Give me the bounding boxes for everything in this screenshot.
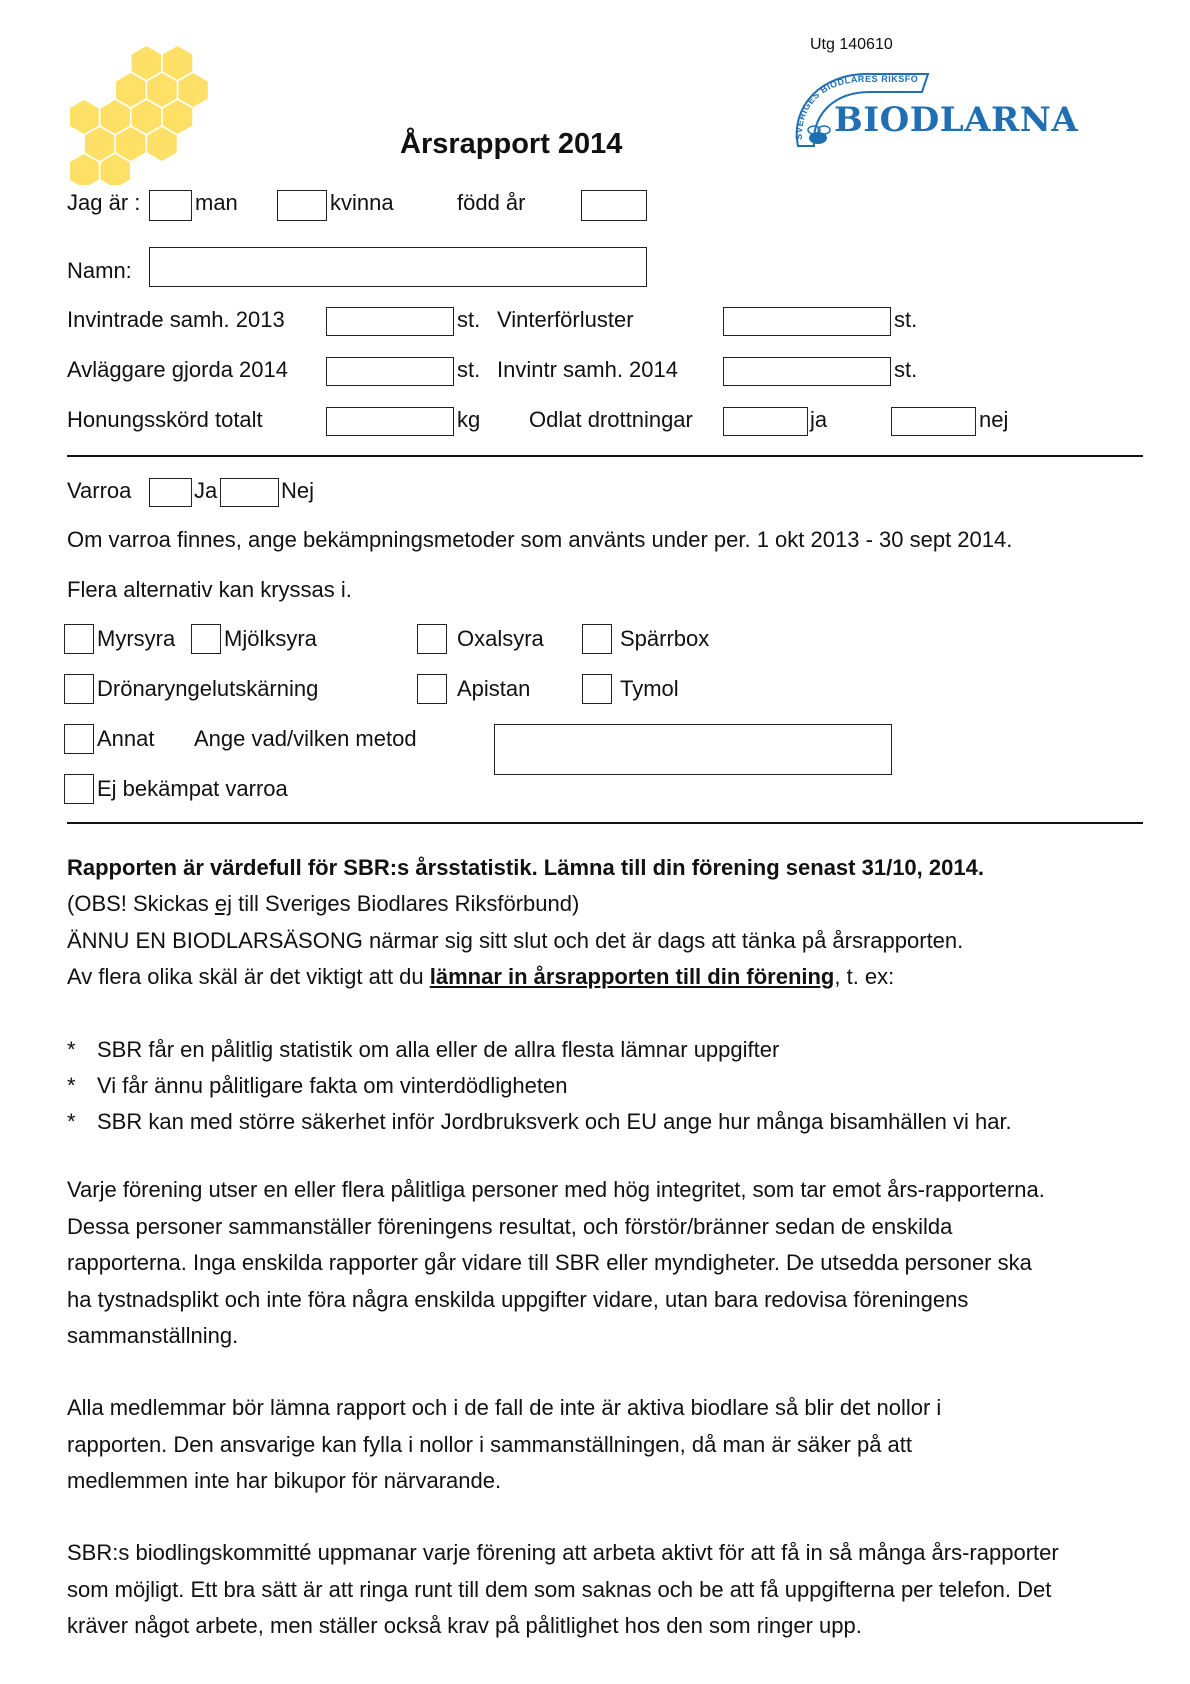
wintered-2014-label: Invintr samh. 2014 <box>497 357 678 382</box>
honeycomb-cell <box>163 46 193 80</box>
obs-note <box>67 891 579 917</box>
divider <box>67 455 1143 457</box>
reasons-pre: Av flera olika skäl är det viktigt att du <box>67 964 430 989</box>
unit-st: st. <box>894 307 918 332</box>
honeycomb-graphic <box>70 45 220 185</box>
honeycomb-cell <box>132 46 162 80</box>
unit-st: st. <box>457 357 481 382</box>
oxalsyra-checkbox[interactable] <box>417 624 447 654</box>
season-line: ÄNNU EN BIODLARSÄSONG närmar sig sitt slut och det är dags att tänka på årsrapporten. <box>67 928 964 953</box>
born-label: född år <box>457 190 526 215</box>
bullet-item: Vi får ännu pålitligare fakta om vinterdödligheten <box>97 1073 568 1098</box>
bullet-mark: * <box>67 1109 76 1134</box>
honeycomb-cell <box>70 100 99 134</box>
dronaryngel-checkbox[interactable] <box>64 674 94 704</box>
paragraph-committee: SBR:s biodlingskommitté uppmanar varje förening att arbeta aktivt för att få in så många års-rapporter som möjligt. Ett bra sätt är att ringa runt till dem som saknas och be att få uppgifterna per telefon. Det kräver något arbete, men ställer också krav på pålitlighet hos den som ringer upp. <box>67 1540 1059 1638</box>
woman-checkbox[interactable] <box>277 190 327 221</box>
annat-label: Annat <box>97 726 155 751</box>
mjolksyra-label: Mjölksyra <box>224 626 317 651</box>
honeycomb-cell <box>178 73 207 107</box>
bullet-mark: * <box>67 1037 76 1062</box>
sparrbox-label: Spärrbox <box>620 626 710 651</box>
queens-label: Odlat drottningar <box>529 407 693 432</box>
reasons-post: , t. ex: <box>834 964 895 989</box>
varroa-label: Varroa <box>67 478 132 503</box>
ej-bekampat-label: Ej bekämpat varroa <box>97 776 288 801</box>
wintered-2013-label: Invintrade samh. 2013 <box>67 307 285 332</box>
honeycomb-cell <box>163 100 193 134</box>
paragraph-members: Alla medlemmar bör lämna rapport och i de fall de inte är aktiva biodlare så blir det nollor i rapporten. Den ansvarige kan fylla i nollor i sammanställningen, då man är säker på att medlemmen inte har bikupor för närvarande. <box>67 1395 942 1493</box>
other-method-field[interactable] <box>494 724 892 775</box>
tymol-label: Tymol <box>620 676 679 701</box>
honeycomb-cell <box>116 73 146 107</box>
other-method-label: Ange vad/vilken metod <box>194 726 417 751</box>
woman-label: kvinna <box>330 190 394 215</box>
obs-note-post: till Sveriges Biodlares Riksförbund) <box>232 891 580 916</box>
wintered-2014-field[interactable] <box>723 357 891 386</box>
reasons-line <box>67 964 894 990</box>
varroa-no-label: Nej <box>281 478 315 503</box>
paragraph-integrity: Varje förening utser en eller flera pålitliga personer med hög integritet, som tar emot års-rapporterna. Dessa personer sammanställer föreningens resultat, och förstör/bränner sedan de enskilda rapporterna. Inga enskilda rapporter går vidare till SBR eller myndigheter. De utsedda personer ska ha tystnadsplikt och inte föra några enskilda uppgifter vidare, utan bara redovisa föreningens sammanställning. <box>67 1177 1045 1348</box>
honeycomb-cell <box>116 127 146 161</box>
edition-label: Utg 140610 <box>810 36 893 53</box>
bullet-item: SBR får en pålitlig statistik om alla eller de allra flesta lämnar uppgifter <box>97 1037 780 1062</box>
honeycomb-cell <box>85 127 114 161</box>
name-label: Namn: <box>67 258 132 283</box>
obs-note-ej: ej <box>214 891 233 916</box>
honeycomb-cell <box>101 100 130 134</box>
varroa-multi-note: Flera alternativ kan kryssas i. <box>67 577 352 602</box>
bee-logo-icon <box>808 126 830 144</box>
birth-year-field[interactable] <box>581 190 647 221</box>
obs-note-pre: (OBS! Skickas <box>67 891 215 916</box>
varroa-instruction: Om varroa finnes, ange bekämpningsmetoder som använts under per. 1 okt 2013 - 30 sept 2014. <box>67 527 1013 552</box>
page-title: Årsrapport 2014 <box>400 128 623 160</box>
logo-arc-text: SVERIGES BIODLARES RIKSFÖ <box>793 73 919 140</box>
man-checkbox[interactable] <box>149 190 192 221</box>
honeycomb-cell <box>147 73 177 107</box>
honeycomb-cell <box>70 154 99 185</box>
unit-kg: kg <box>457 407 481 432</box>
tymol-checkbox[interactable] <box>582 674 612 704</box>
honey-total-field[interactable] <box>326 407 454 436</box>
splits-2014-field[interactable] <box>326 357 454 386</box>
myrsyra-label: Myrsyra <box>97 626 176 651</box>
queens-yes-field[interactable] <box>723 407 808 436</box>
name-field[interactable] <box>149 247 647 287</box>
winter-losses-label: Vinterförluster <box>497 307 634 332</box>
sparrbox-checkbox[interactable] <box>582 624 612 654</box>
mjolksyra-checkbox[interactable] <box>191 624 221 654</box>
queens-no-label: nej <box>979 407 1009 432</box>
ej-bekampat-checkbox[interactable] <box>64 774 94 804</box>
queens-no-field[interactable] <box>891 407 976 436</box>
honeycomb-cell <box>101 154 130 185</box>
logo-wordmark: BIODLARNA <box>834 100 1079 140</box>
honeycomb-cell <box>147 127 177 161</box>
bullet-mark: * <box>67 1073 76 1098</box>
divider <box>67 822 1143 824</box>
bullet-item: SBR kan med större säkerhet inför Jordbruksverk och EU ange hur många bisamhällen vi har. <box>97 1109 1012 1134</box>
sbr-logo <box>790 70 1079 160</box>
unit-st: st. <box>457 307 481 332</box>
varroa-yes-checkbox[interactable] <box>149 478 192 507</box>
reasons-bold: lämnar in årsrapporten till din förening <box>429 964 835 989</box>
honeycomb-cell <box>132 100 162 134</box>
winter-losses-field[interactable] <box>723 307 891 336</box>
dronaryngel-label: Drönaryngelutskärning <box>97 676 319 701</box>
splits-2014-label: Avläggare gjorda 2014 <box>67 357 288 382</box>
varroa-no-checkbox[interactable] <box>220 478 279 507</box>
gender-label: Jag är : <box>67 190 141 215</box>
apistan-checkbox[interactable] <box>417 674 447 704</box>
unit-st: st. <box>894 357 918 382</box>
man-label: man <box>195 190 238 215</box>
annat-checkbox[interactable] <box>64 724 94 754</box>
wintered-2013-field[interactable] <box>326 307 454 336</box>
varroa-yes-label: Ja <box>194 478 218 503</box>
deadline-notice: Rapporten är värdefull för SBR:s årsstatistik. Lämna till din förening senast 31/10, 2014. <box>67 855 984 880</box>
queens-yes-label: ja <box>810 407 828 432</box>
myrsyra-checkbox[interactable] <box>64 624 94 654</box>
honey-total-label: Honungsskörd totalt <box>67 407 263 432</box>
apistan-label: Apistan <box>457 676 531 701</box>
oxalsyra-label: Oxalsyra <box>457 626 544 651</box>
